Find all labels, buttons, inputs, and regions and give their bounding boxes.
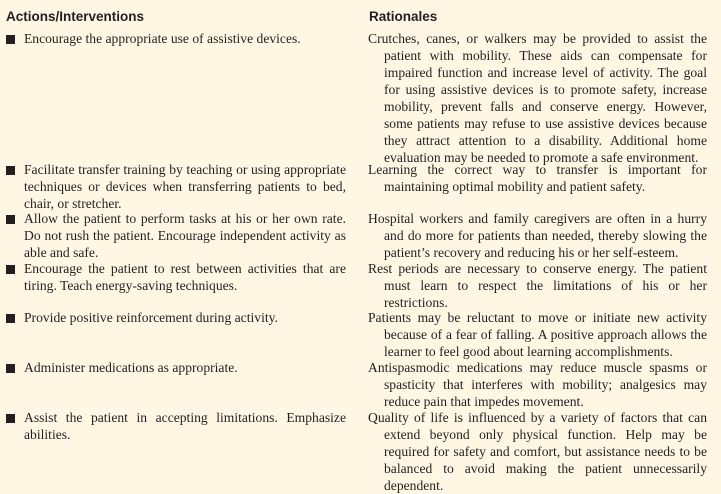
actions-column-header: Actions/Interventions bbox=[6, 9, 145, 24]
rationale-text: Patients may be reluctant to move or initiate new activity because of a fear of falling. A positive approach allows the learner to feel good about learning accomplishments. bbox=[368, 310, 707, 359]
action-text: Provide positive reinforcement during activity. bbox=[24, 310, 278, 325]
action-text: Administer medications as appropriate. bbox=[24, 360, 238, 375]
table-header bbox=[0, 7, 721, 29]
square-bullet-icon bbox=[6, 414, 15, 423]
square-bullet-icon bbox=[6, 314, 15, 323]
action-text: Encourage the patient to rest between activities that are tiring. Teach energy-saving techniques. bbox=[24, 261, 346, 293]
square-bullet-icon bbox=[6, 265, 15, 274]
square-bullet-icon bbox=[6, 166, 15, 175]
square-bullet-icon bbox=[6, 215, 15, 224]
rationale-text: Rest periods are necessary to conserve energy. The patient must learn to respect the limitations of his or her restrictions. bbox=[368, 261, 707, 310]
action-text: Allow the patient to perform tasks at his or her own rate. Do not rush the patient. Encourage independent activity as able and safe. bbox=[24, 211, 346, 260]
action-text: Encourage the appropriate use of assistive devices. bbox=[24, 31, 301, 46]
rationale-text: Quality of life is influenced by a variety of factors that can extend beyond only physical function. Help may be required for safety and comfort, but assistance needs to be balanced to avoid making the patient unnecessarily dependent. bbox=[368, 410, 707, 493]
rationales-column-header: Rationales bbox=[369, 9, 438, 24]
action-text: Assist the patient in accepting limitations. Emphasize abilities. bbox=[24, 410, 346, 442]
rationale-text: Learning the correct way to transfer is important for maintaining optimal mobility and patient safety. bbox=[368, 162, 707, 194]
square-bullet-icon bbox=[6, 364, 15, 373]
square-bullet-icon bbox=[6, 35, 15, 44]
rationale-text: Antispasmodic medications may reduce muscle spasms or spasticity that interferes with mobility; analgesics may reduce pain that impedes movement. bbox=[368, 360, 707, 409]
rationale-text: Crutches, canes, or walkers may be provided to assist the patient with mobility. These aids can compensate for impaired function and increase level of activity. The goal for using assistive devices is to promote safety, increase mobility, prevent falls and conserve energy. However, some patients may refuse to use assistive devices because they attract attention to a disability. Additional home evaluation may be needed to promote a safe environment. bbox=[368, 31, 707, 165]
rationale-text: Hospital workers and family caregivers are often in a hurry and do more for patients than needed, thereby slowing the patient’s recovery and reducing his or her self-esteem. bbox=[368, 211, 707, 260]
action-text: Facilitate transfer training by teaching or using appropriate techniques or devices when transferring patients to bed, chair, or stretcher. bbox=[24, 162, 346, 211]
